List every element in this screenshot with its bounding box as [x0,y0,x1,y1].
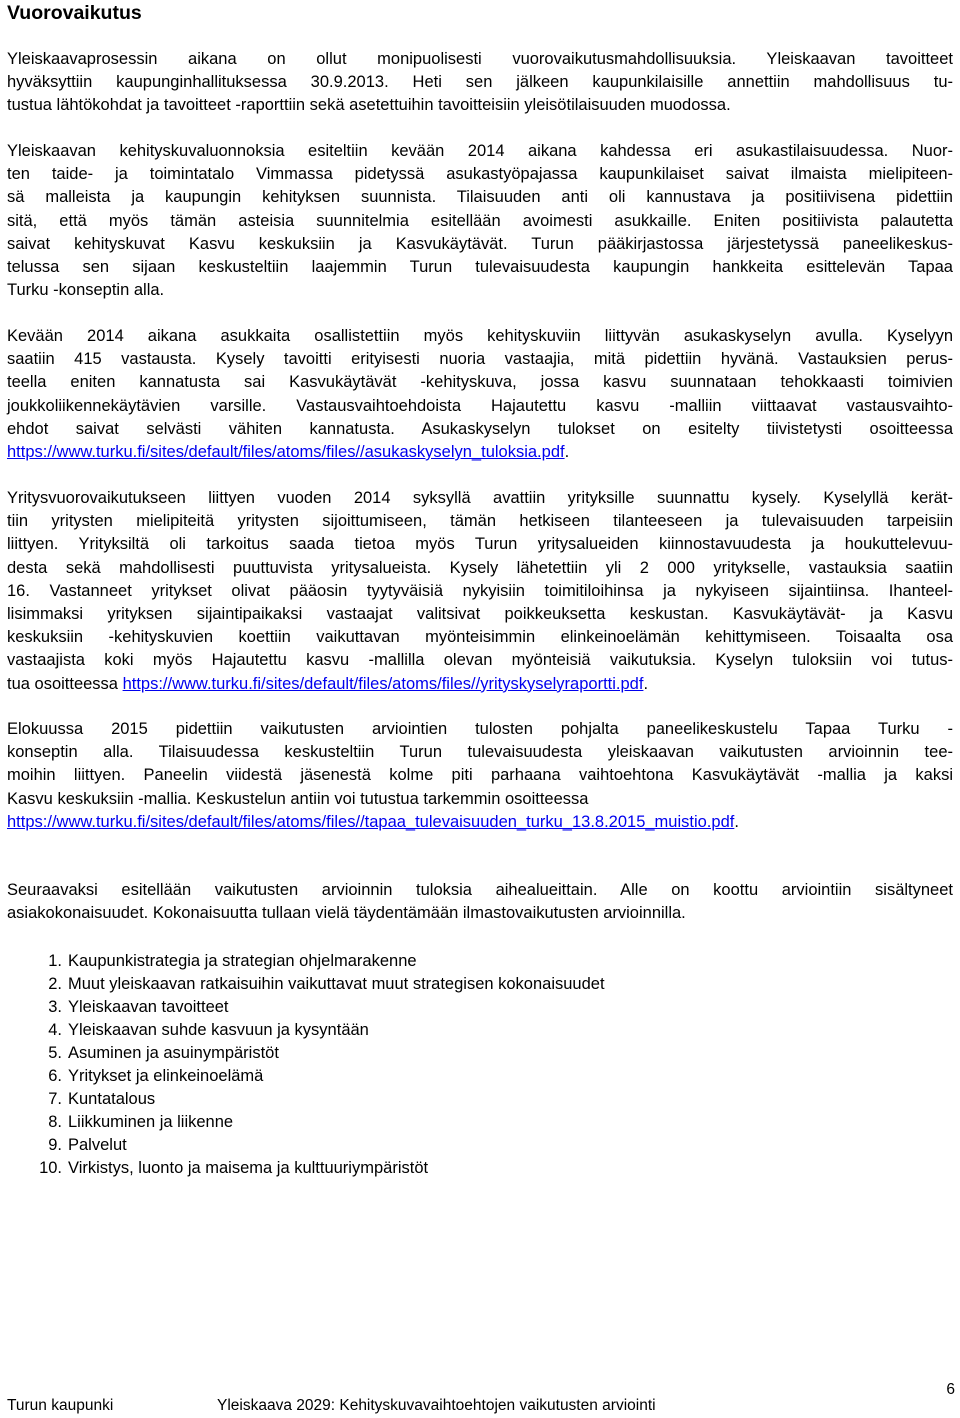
list-text: Liikkuminen ja liikenne [68,1113,234,1131]
text-line: sitä, että myös tämän asteisia suunnitelmia esitellään avoimesti asukkaille. Eniten positiivista palautetta [7,211,953,230]
list-text: Kuntatalous [68,1090,156,1108]
list-item [36,1042,605,1065]
link-prefix: tua osoitteessa [7,674,123,693]
list-text: Yleiskaavan suhde kasvuun ja kysyntään [68,1021,369,1039]
topic-list [36,950,605,1180]
list-number: 5. [48,1044,62,1062]
list-number: 9. [48,1136,62,1154]
text-line: Yritysvuorovaikutukseen liittyen vuoden 2014 syksyllä avattiin yrityksille suunnattu kysely. Kyselyllä kerät- [7,489,953,507]
paragraph-kehityskuvat [7,140,953,302]
list-number: 4. [48,1021,62,1039]
paragraph-intro [7,48,953,118]
list-item [36,950,605,973]
text-line: hyväksyttiin kaupunginhallituksessa 30.9.2013. Heti sen jälkeen kaupunkilaisille annettiin mahdollisuus tu- [7,73,953,92]
text-line: Elokuussa 2015 pidettiin vaikutusten arviointien tulosten pohjalta paneelikeskustelu Tapaa Turku - [7,720,953,738]
list-text: Asuminen ja asuinympäristöt [68,1044,279,1062]
paragraph-asukaskysely [7,325,953,464]
yrityskysely-link[interactable]: https://www.turku.fi/sites/default/files/atoms/files//yrityskyselyraportti.pdf [122,674,644,693]
link-line [7,673,953,696]
link-line [7,441,953,464]
text-line: saatiin 415 vastausta. Kysely tavoitti erityisesti nuoria vastaajia, mitä pidettiin hyvänä. Vastauksien perus- [7,350,953,369]
page-number: 6 [946,1381,955,1398]
link-period: . [734,812,739,831]
asukaskysely-link[interactable]: https://www.turku.fi/sites/default/files/atoms/files//asukaskyselyn_tuloksia.pdf [7,443,565,462]
list-number: 10. [39,1159,62,1177]
text-line: Yleiskaavaprosessin aikana on ollut monipuolisesti vuorovaikutusmahdollisuuksia. Yleiskaavan tavoitteet [7,50,953,68]
list-item [36,1111,605,1134]
text-line: Kasvu keskuksiin -mallia. Keskustelun antiin voi tutustua tarkemmin osoitteessa [7,789,589,808]
list-item [36,1065,605,1088]
paragraph-seuraavaksi [7,879,953,925]
text-line: ehdot saivat selvästi vähiten kannatusta. Asukaskyselyn tulokset on esitelty tiivistetysti osoitteessa [7,419,953,438]
list-text: Yleiskaavan tavoitteet [68,998,229,1016]
link-period: . [643,674,649,693]
paragraph-yrityskysely [7,487,953,696]
text-line: desta sekä mahdollisesti puuttuvista yritysalueista. Kysely lähetettiin yli 2 000 yritykselle, vastauksia saatiin [7,558,953,577]
text-line: Kevään 2014 aikana asukkaita osallistettiin myös kehityskuviin liittyvän asukaskyselyn avulla. Kyselyyn [7,327,953,345]
text-line: liittyen. Yrityksiltä oli tarkoitus saada tietoa myös Turun yritysalueiden kiinnostavuudesta ja houkuttelevuu- [7,535,953,554]
text-line: Yleiskaavan kehityskuvaluonnoksia esiteltiin kevään 2014 aikana kahdessa eri asukastilaisuudessa. Nuor- [7,142,953,160]
text-line: tiin yritysten mielipiteitä yritysten sijoittumiseen, tämän hetkiseen tilanteeseen ja tulevaisuuden tarpeisiin [7,512,953,531]
list-item [36,996,605,1019]
footer-document-title: Yleiskaava 2029: Kehityskuvavaihtoehtojen vaikutusten arviointi [217,1397,656,1414]
text-line: tustua lähtökohdat ja tavoitteet -raporttiin sekä asetettuihin tavoitteisiin yleisötilaisuuden muodossa. [7,96,731,115]
paragraph-paneeli [7,718,953,834]
text-line: Turku -konseptin alla. [7,281,165,300]
list-number: 2. [48,975,62,993]
list-text: Virkistys, luonto ja maisema ja kulttuuriympäristöt [68,1159,429,1177]
text-line: telussa sen sijaan keskusteltiin laajemmin Turun tulevaisuudesta kaupungin hankkeita esittelevän Tapaa [7,258,953,277]
list-number: 6. [48,1067,62,1085]
list-number: 3. [48,998,62,1016]
text-line: saivat kehityskuvat Kasvu keskuksiin ja Kasvukäytävät. Turun pääkirjastossa järjestetyssä paneelikeskus- [7,234,953,253]
text-line: joukkoliikennekäytävien varsille. Vastausvaihtoehdoista Hajautettu kasvu -malliin viittaavat vastausvaihto- [7,396,953,415]
list-text: Muut yleiskaavan ratkaisuihin vaikuttavat muut strategisen kokonaisuudet [68,975,605,993]
text-line: konseptin alla. Tilaisuudessa keskusteltiin Turun tulevaisuudesta yleiskaavan vaikutusten arvioinnin tee- [7,743,953,762]
text-line: ten taide- ja toimintatalo Vimmassa pidetyssä asukastyöpajassa kaupunkilaiset saivat ilmaista mielipiteen- [7,165,953,184]
muistio-link[interactable]: https://www.turku.fi/sites/default/files/atoms/files//tapaa_tulevaisuuden_turku_13.8.2015_muistio.pdf [7,812,735,831]
section-heading: Vuorovaikutus [7,2,142,24]
link-line [7,811,953,834]
text-line: vastaajista koki myös Hajautettu kasvu -mallilla olevan myönteisiä vaikutuksia. Kyselyn tuloksiin voi tutus- [7,651,953,670]
link-period: . [564,443,570,462]
list-number: 7. [48,1090,62,1108]
footer-organization: Turun kaupunki [7,1397,114,1414]
text-line: teella eniten kannatusta sai Kasvukäytävät -kehityskuva, jossa kasvu suunnataan tehokkaasti toimivien [7,373,953,392]
list-number: 8. [48,1113,62,1131]
list-number: 1. [48,952,62,970]
text-line: lisimmaksi yrityksen sijaintipaikaksi vastaajat valitsivat poikkeuksetta keskustan. Kasvukäytävät- ja Kasvu [7,605,953,624]
text-line: asiakokonaisuudet. Kokonaisuutta tullaan vielä täydentämään ilmastovaikutusten arvioinnilla. [7,904,686,923]
list-item [36,1088,605,1111]
list-item [36,1157,605,1180]
text-line: 16. Vastanneet yritykset olivat pääosin tyytyväisiä nykyisiin toimitiloihinsa ja nykyiseen sijaintiinsa. Ihanteel- [7,581,953,600]
list-text: Palvelut [68,1136,127,1154]
list-item [36,973,605,996]
text-line: keskuksiin -kehityskuvien koettiin vaikuttavan myönteisimmin elinkeinoelämän kehittymiseen. Toisaalta osa [7,628,953,647]
list-text: Yritykset ja elinkeinoelämä [68,1067,264,1085]
list-item [36,1134,605,1157]
list-item [36,1019,605,1042]
text-line: Seuraavaksi esitellään vaikutusten arvioinnin tuloksia aihealueittain. Alle on koottu arviointiin sisältyneet [7,881,953,899]
text-line: moihin liittyen. Paneelin viidestä jäsenestä kolme piti parhaana vaihtoehtona Kasvukäytävät -mallia ja kaksi [7,766,953,785]
list-text: Kaupunkistrategia ja strategian ohjelmarakenne [68,952,417,970]
text-line: sä malleista ja kaupungin kehityksen suunnista. Tilaisuuden anti oli kannustava ja positiivisena pidettiin [7,188,953,207]
